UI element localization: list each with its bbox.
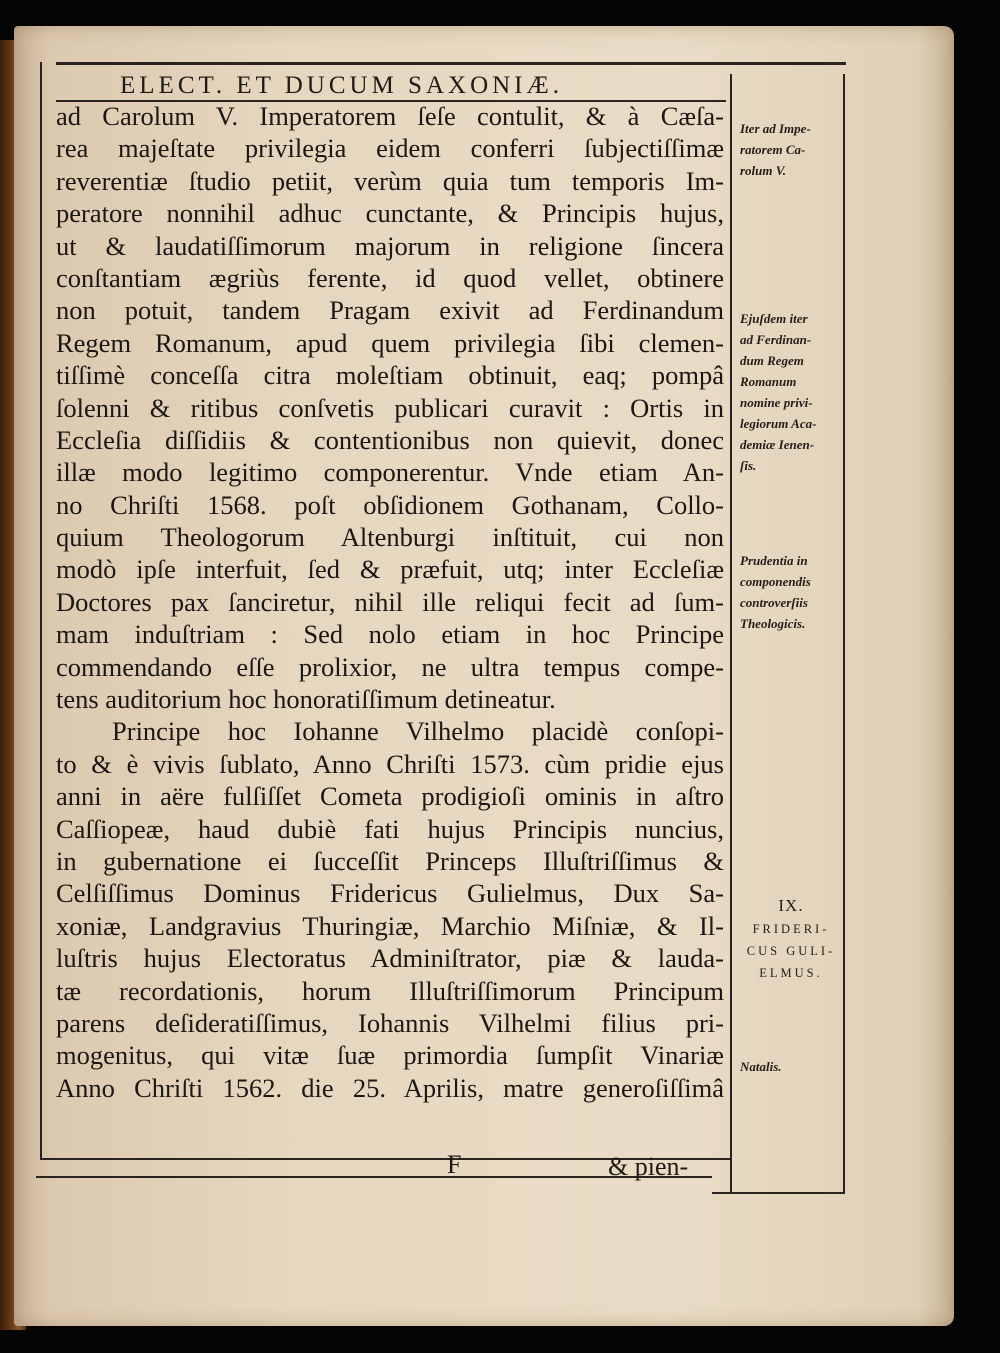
side-note-line: FRIDERI- bbox=[752, 922, 830, 936]
side-note-line: controverſiis bbox=[740, 595, 808, 610]
text-line: luſtris hujus Electoratus Adminiſtrator, piæ & lauda- bbox=[56, 943, 724, 974]
text-line: Doctores pax ſanciretur, nihil ille reliqui fecit ad ſum- bbox=[56, 586, 724, 617]
text-line: Anno Chriſti 1562. die 25. Aprilis, matre generoſiſſimâ bbox=[56, 1072, 724, 1103]
side-note-line: dum Regem bbox=[740, 353, 804, 368]
side-note-line: legiorum Aca- bbox=[740, 416, 817, 431]
side-note-line: nomine privi- bbox=[740, 395, 813, 410]
top-rule bbox=[56, 62, 846, 65]
side-note-line: Natalis. bbox=[740, 1059, 782, 1074]
side-note-line: componendis bbox=[740, 574, 811, 589]
text-line: mam induſtriam : Sed nolo etiam in hoc Principe bbox=[56, 619, 724, 650]
side-note-line: demiæ Ienen- bbox=[740, 437, 815, 452]
text-line: peratore nonnihil adhuc cunctante, & Principis hujus, bbox=[56, 198, 724, 229]
text-line: xoniæ, Landgravius Thuringiæ, Marchio Miſniæ, & Il- bbox=[56, 910, 724, 941]
side-note-line: Iter ad Impe- bbox=[740, 121, 811, 136]
text-line-paragraph-start: Principe hoc Iohanne Vilhelmo placidè conſopi- bbox=[112, 716, 724, 747]
text-line: commendando eſſe prolixior, ne ultra tempus compe- bbox=[56, 651, 724, 682]
bottom-right-rule bbox=[712, 1192, 845, 1194]
side-note-iter-ad-ferdinandum bbox=[740, 308, 840, 476]
text-line: tiſſimè conceſſa citra moleſtiam obtinuit, eaq; pompâ bbox=[56, 360, 724, 391]
running-head: ELECT. ET DUCUM SAXONIÆ. bbox=[120, 72, 563, 99]
text-line: modò ipſe interfuit, ſed & præfuit, utq; inter Eccleſiæ bbox=[56, 554, 724, 585]
text-line: mogenitus, qui vitæ ſuæ primordia ſumpſit Vinariæ bbox=[56, 1040, 724, 1071]
text-line-paragraph-end: tens auditorium hoc honoratiſſimum detineatur. bbox=[56, 684, 556, 715]
text-line: reverentiæ ſtudio petiit, verùm quia tum temporis Im- bbox=[56, 165, 724, 196]
text-line: parens deſideratiſſimus, Iohannis Vilhelmi filius pri- bbox=[56, 1007, 724, 1038]
text-line: ſolenni & ritibus conſvetis publicari curavit : Ortis in bbox=[56, 392, 724, 423]
signature-mark: F bbox=[447, 1150, 462, 1179]
side-note-line: CUS GULI- bbox=[746, 944, 836, 958]
text-line: rea majeſtate privilegia eidem conferri ſubjectiſſimæ bbox=[56, 133, 724, 164]
text-line: quium Theologorum Altenburgi inſtituit, cui non bbox=[56, 522, 724, 553]
text-line: no Chriſti 1568. poſt obſidionem Gothanam, Collo- bbox=[56, 489, 724, 520]
side-note-fridericus-gulielmus bbox=[736, 894, 846, 984]
right-vertical-rule bbox=[843, 74, 845, 1194]
side-note-natalis bbox=[740, 1056, 840, 1077]
text-line: anni in aëre fulſiſſet Cometa prodigioſi ominis in aſtro bbox=[56, 781, 724, 812]
side-note-iter-ad-imperatorem bbox=[740, 118, 840, 181]
side-note-line: Theologicis. bbox=[740, 616, 806, 631]
text-line: ut & laudatiſſimorum majorum in religione ſincera bbox=[56, 230, 724, 261]
text-line: illæ modo legitimo componerentur. Vnde etiam An- bbox=[56, 457, 724, 488]
side-note-line: ad Ferdinan- bbox=[740, 332, 812, 347]
text-line: in gubernatione ei ſucceſſit Princeps Illuſtriſſimus & bbox=[56, 845, 724, 876]
side-note-line: ratorem Ca- bbox=[740, 142, 806, 157]
side-note-line: ELMUS. bbox=[759, 966, 823, 980]
text-line: conſtantiam ægriùs ferente, id quod vellet, obtinere bbox=[56, 262, 724, 293]
text-line: Celſiſſimus Dominus Fridericus Gulielmus, Dux Sa- bbox=[56, 878, 724, 909]
section-numeral: IX. bbox=[778, 896, 804, 915]
text-line: tæ recordationis, horum Illuſtriſſimorum Principum bbox=[56, 975, 724, 1006]
text-line: ad Carolum V. Imperatorem ſeſe contulit, & à Cæſa- bbox=[56, 101, 724, 131]
side-note-line: rolum V. bbox=[740, 163, 787, 178]
main-text-block bbox=[56, 100, 724, 1104]
side-note-line: Prudentia in bbox=[740, 553, 808, 568]
catchword: & pien- bbox=[608, 1152, 689, 1181]
side-note-line: Ejuſdem iter bbox=[740, 311, 808, 326]
text-line: Caſſiopeæ, haud dubiè fati hujus Principis nuncius, bbox=[56, 813, 724, 844]
text-line: Eccleſia diſſidiis & contentionibus non quievit, donec bbox=[56, 424, 724, 455]
side-note-prudentia bbox=[740, 550, 840, 634]
text-line: to & è vivis ſublato, Anno Chriſti 1573. cùm pridie ejus bbox=[56, 748, 724, 779]
margin-vertical-rule bbox=[730, 74, 732, 1194]
side-note-line: ſis. bbox=[740, 458, 757, 473]
side-note-line: Romanum bbox=[740, 374, 797, 389]
text-line: Regem Romanum, apud quem privilegia ſibi clemen- bbox=[56, 327, 724, 358]
text-line: non potuit, tandem Pragam exivit ad Ferdinandum bbox=[56, 295, 724, 326]
left-vertical-rule bbox=[40, 62, 42, 1160]
